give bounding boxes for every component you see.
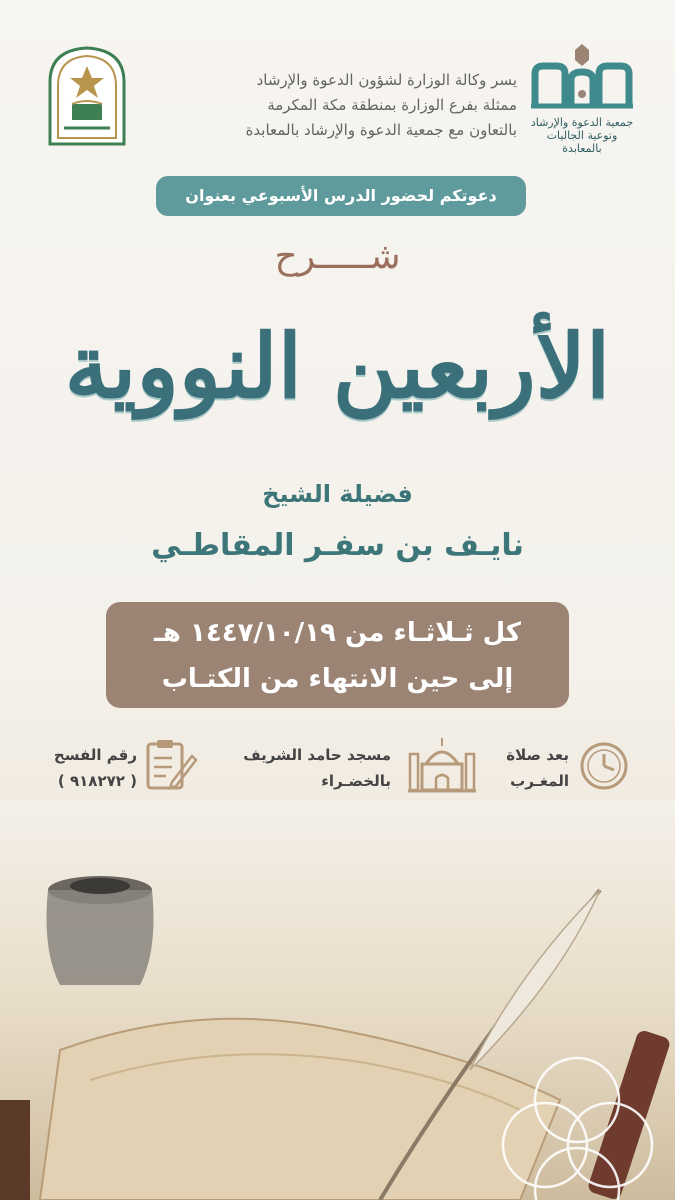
schedule-line-2: إلى حين الانتهاء من الكتـاب [161,664,514,694]
mosque-icon [406,734,478,794]
intro-line-2: ممثلة بفرع الوزارة بمنطقة مكة المكرمة [267,96,517,114]
ink-pot-icon [47,876,154,985]
permit-info: رقم الفسح ( ٩١٨٢٧٢ ) [53,746,137,790]
sheikh-name: نايـف بن سفـر المقاطـي [151,528,524,563]
clipboard-icon [142,738,198,794]
intro-line-3: بالتعاون مع جمعية الدعوة والإرشاد بالمعابدة [245,121,517,139]
association-name: جمعية الدعوة والإرشاد وتوعية الجاليات بالمعابدة [530,116,634,155]
ministry-emblem-icon [44,44,130,148]
invite-banner: دعوتكم لحضور الدرس الأسبوعي بعنوان [156,176,526,216]
clock-icon [578,738,630,794]
association-logo [526,40,638,155]
schedule-line-1: كل ثـلاثـاء من ١٤٤٧/١٠/١٩ هـ [154,618,521,648]
sheikh-label: فضيلة الشيخ [262,480,413,508]
lesson-title: الأربعين النووية [64,314,611,418]
mosque-info: مسجد حامد الشريف بالخضـراء [243,746,391,790]
intro-line-1: يسر وكالة الوزارة لشؤون الدعوة والإرشاد [256,71,517,89]
association-logo-icon [527,40,637,110]
schedule-box [106,602,569,708]
parchment-illustration [0,800,675,1200]
time-info: بعد صلاة المغـرب [506,746,569,790]
sharh-word: شـــــرح [274,236,401,277]
intro-text [157,68,517,143]
